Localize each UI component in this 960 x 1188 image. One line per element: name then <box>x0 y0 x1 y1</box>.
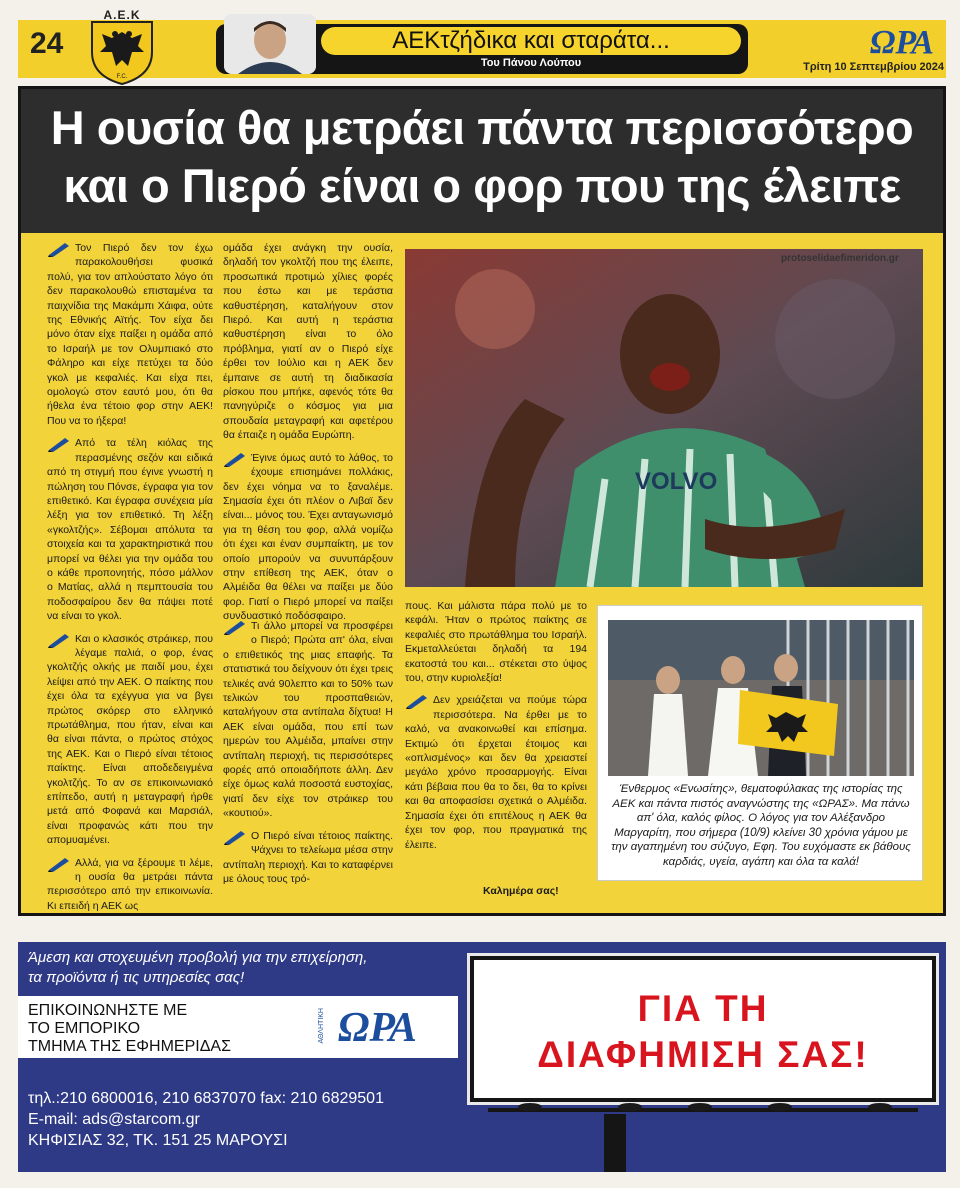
photo-caption: Ένθερμος «Ενωσίτης», θεματοφύλακας της ιστορίας της ΑΕΚ και πάντα πιστός αναγνώστης της «ΩΡΑΣ». Μα πάνω απ' όλα, καλός φίλος. Ο λόγος για τον Αλέξανδρο Μαργαρίτη, που σήμερα (10/9) κλείνει 30 χρόνια γάμου με την αγαπημένη του σύζυγο, Εφη. Του ευχόμαστε εκ βάθους καρδιάς, υγεία, αγάπη και όλα τα καλά! <box>611 783 911 868</box>
text-column-2 <box>223 241 393 632</box>
ad-promo-line-1: Άμεση και στοχευμένη προβολή για την επιχείρηση, <box>28 949 368 966</box>
billboard-post <box>604 1114 626 1172</box>
ad-ora-logo: ΩΡΑ <box>338 1005 417 1051</box>
paragraph <box>223 619 393 821</box>
crest-fc: F.C. <box>116 74 128 80</box>
ad-contact-panel <box>18 996 458 1058</box>
pen-icon <box>47 856 71 872</box>
billboard <box>470 956 936 1102</box>
text-column-4 <box>405 599 587 860</box>
paragraph <box>47 241 213 428</box>
pen-icon <box>47 436 71 452</box>
ad-contact <box>28 1002 318 1056</box>
paragraph <box>223 451 393 624</box>
pen-icon <box>47 632 71 648</box>
paragraph-text: Τον Πιερό δεν τον έχω παρακολουθήσει φυσικά πολύ, για τον απλούστατο λόγο ότι δεν παρακολουθώ επισταμένα τα παιχνίδια της Μακάμπι Χάιφα, ούτε της Εθνικής Αϊτής. Τον είχα δει μόνο όταν είχε παίξει η ομάδα από το Ισραήλ με τον Ολυμπιακό στο Φάληρο και είχε πετύχει τα δύο γκολ με κεφαλιές. Και είχα πει, ομολογώ στον εαυτό μου, ότι θα ήθελα ένα τέτοιο φορ στην ΑΕΚ! Που να το ήξερα! <box>47 242 213 427</box>
ad-phones: τηλ.:210 6800016, 210 6837070 fax: 210 6829501 <box>28 1090 384 1107</box>
headline-line-2: και ο Πιερό είναι ο φορ που της έλειπε <box>63 159 901 212</box>
page-number: 24 <box>30 27 64 60</box>
paragraph <box>47 856 213 914</box>
ad-promo <box>28 948 448 988</box>
pen-icon <box>223 829 247 845</box>
caption-box <box>597 605 923 881</box>
paragraph <box>47 632 213 848</box>
fan-photo <box>608 620 914 776</box>
pen-icon <box>223 451 247 467</box>
ad-contact-line-3: ΤΜΗΜΑ ΤΗΣ ΕΦΗΜΕΡΙΔΑΣ <box>28 1038 231 1055</box>
aek-crest <box>88 4 156 86</box>
pen-icon <box>223 619 247 635</box>
headline <box>21 99 943 215</box>
watermark: protoselidaefimeridon.gr <box>781 253 899 264</box>
paragraph-text: Ο Πιερό είναι τέτοιος παίκτης. Ψάχνει το τελείωμα μέσα στην αντίπαλη περιοχή. Και το καταφέρνει με όλους τους τρό- <box>223 829 393 885</box>
paragraph-text: Δεν χρειάζεται να πούμε τώρα περισσότερα. Να έρθει με το καλό, να ανακοινωθεί και επίσημα. Εκτιμώ ότι έρχεται έτοιμος και «οπλισμένος» και δεν θα χρειαστεί μεγάλο χρόνο προσαρμογής. Είναι κάτι βέβαια που θα το δει, θα το κρίνει και θα αποφασίσει σχετικά ο Αλμέιδα. Σημασία έχει ότι επιτέλους η ΑΕΚ θα έχει τον φορ, που πραγματικά της έλειπε. <box>405 694 587 851</box>
pen-icon <box>47 241 71 257</box>
column-author: Του Πάνου Λούπου <box>480 57 582 69</box>
billboard-text <box>474 986 932 1078</box>
text-column-1 <box>47 241 213 921</box>
paragraph: πους. Και μάλιστα πάρα πολύ με το κεφάλι. Ήταν ο πρώτος παίκτης σε κεφαλιές στο πρωτάθλημα του Ισραήλ. Εκμεταλλεύεται δηλαδή τα 194 εκατοστά του και... στέκεται στο ύψος του, στην κυριολεξία! <box>405 600 587 685</box>
billboard-line-2: ΔΙΑΦΗΜΙΣΗ ΣΑΣ! <box>537 1034 869 1075</box>
jersey-sponsor: VOLVO <box>635 468 718 495</box>
billboard-lights-icon <box>470 1102 936 1112</box>
ad-address: ΚΗΦΙΣΙΑΣ 32, ΤΚ. 151 25 ΜΑΡΟΥΣΙ <box>28 1132 288 1149</box>
column-title: ΑΕΚτζήδικα και σταράτα... <box>321 27 741 55</box>
ad-promo-line-2: τα προϊόντα ή τις υπηρεσίες σας! <box>28 969 245 986</box>
ora-logo: ΩΡΑ <box>870 24 934 61</box>
paragraph-text: Από τα τέλη κιόλας της περασμένης σεζόν και ειδικά από τη στιγμή που έγινε γνωστή η πώληση του Πόνσε, έγραφα για τον επιθετικό. Και έγραφα συνέχεια μία λέξη για τον επιθετικό. Τη λέξη «γκολτζής». Σέβομαι απόλυτα τα στοιχεία και τα χαρακτηριστικά που μπορεί να θέλει για την ομάδα του ο κάθε προπονητής, πόσο μάλλον ο Ματίας, αλλά η πεμπτουσία του ποδοσφαίρου δεν θα πάψει ποτέ να είναι το γκολ. <box>47 437 213 623</box>
column-banner <box>216 24 748 74</box>
ad-logo-tag: ΑΘΛΗΤΙΚΗ <box>318 1008 325 1044</box>
paragraph <box>405 693 587 851</box>
paragraph <box>47 436 213 623</box>
player-photo <box>405 249 923 587</box>
crest-label: Α.Ε.Κ <box>103 8 141 22</box>
ad-contact-line-1: ΕΠΙΚΟΙΝΩΝΗΣΤΕ ΜΕ <box>28 1002 188 1019</box>
text-column-3 <box>223 619 393 894</box>
article-frame <box>18 86 946 916</box>
columnist-photo <box>224 14 316 74</box>
ad-contact-line-2: ΤΟ ΕΜΠΟΡΙΚΟ <box>28 1020 141 1037</box>
headline-line-1: Η ουσία θα μετράει πάντα περισσότερο <box>50 101 914 154</box>
issue-date: Τρίτη 10 Σεπτεμβρίου 2024 <box>803 61 944 73</box>
pen-icon <box>405 693 429 709</box>
paragraph-text: Και ο κλασικός στράικερ, που λέγαμε παλιά, ο φορ, ένας γκολτζής ολκής με παιδί μου, έχει λείψει από την ΑΕΚ. Ο παίκτης που έχει όλα τα εχέγγυα για να βγει πρώτος σκόρερ στο ελληνικό πρωτάθλημα, που ήταν, είναι και θα είναι πάντα, ο πρώτος στόχος της ΑΕΚ. Και ο Πιερό είναι τέτοιος παίκτης. Είναι αποδεδειγμένα γκολτζής. Το αν σε επικοινωνιακό επίπεδο, αυτή η μεταγραφή ήρθε μετά από Φοφανά και Μαρσιάλ, είναι προφανώς κάτι που την απομυαμένει. <box>47 632 213 847</box>
headline-box <box>21 89 943 233</box>
paragraph-text: Έγινε όμως αυτό το λάθος, το έχουμε επισημάνει πολλάκις, δεν έχει νόημα να το ξαναλέμε. Σημασία έχει ότι πλέον ο Λιβαϊ δεν είναι... μόνος του. Έχει ανταγωνισμό για τη θέση του φορ, αλλά νομίζω ότι έχει και έναν συμπαίκτη, με τον οποίο μπορούν να συνυπάρξουν στην επίθεση της ΑΕΚ, όταν ο Αλμέιδα θα θέλει να παίξει με δύο φορ. Γιατί ο Πιερό μπορεί να παίξει συνδυαστικό ποδόσφαιρο. <box>223 451 393 623</box>
paragraph: ομάδα έχει ανάγκη την ουσία, δηλαδή τον γκολτζή που της έλειπε, προσωπικά προτιμώ χίλιες φορές που έστω και με τεράστια καθυστέρηση, καταλήγουν στον Πιερό. Και αυτή η τεράστια καθυστέρηση είναι το όλο πρόβλημα, γιατί αν ο Πιερό είχε έρθει τον Ιούλιο και η ΑΕΚ δεν έμπαινε σε αυτή τη διαδικασία ρίσκου που μπήκε, αφενός τότε θα πανηγύριζε ο κόσμος για μια σπουδαία μεταγραφή και αφετέρου θα έπαιζε η ομάδα Ευρώπη. <box>223 242 393 442</box>
ad-email: E-mail: ads@starcom.gr <box>28 1111 200 1128</box>
ad-details <box>28 1088 468 1151</box>
paragraph-text: Τι άλλο μπορεί να προσφέρει ο Πιερό; Πρώτα απ' όλα, είναι ο επιθετικός της μιας επαφής. Τα στατιστικά του δείχνουν ότι έχει τρεις τελικές ανά 90λεπτο και το 50% των τελικών του προσπαθειών, καταλήγουν στα αντίπαλα δίχτυα! Η ΑΕΚ είναι ομάδα, που επί των ημερών του Αλμέιδα, μπαίνει στην αντίπαλη περιοχή, τις περισσότερες φορές από οποιαδήποτε άλλη. Δεν είχε όμως καλά ποσοστά ευστοχίας, γιατί δεν είχε τον στράικερ του «κουτιού». <box>223 620 393 820</box>
advertisement <box>18 942 946 1172</box>
paragraph <box>223 829 393 887</box>
paragraph-text: Αλλά, για να ξέρουμε τι λέμε, η ουσία θα μετράει πάντα περισσότερο από την επικοινωνία. Κι επειδή η ΑΕΚ ως <box>47 856 213 912</box>
signoff: Καλημέρα σας! <box>483 885 559 897</box>
billboard-line-1: ΓΙΑ ΤΗ <box>637 988 769 1029</box>
